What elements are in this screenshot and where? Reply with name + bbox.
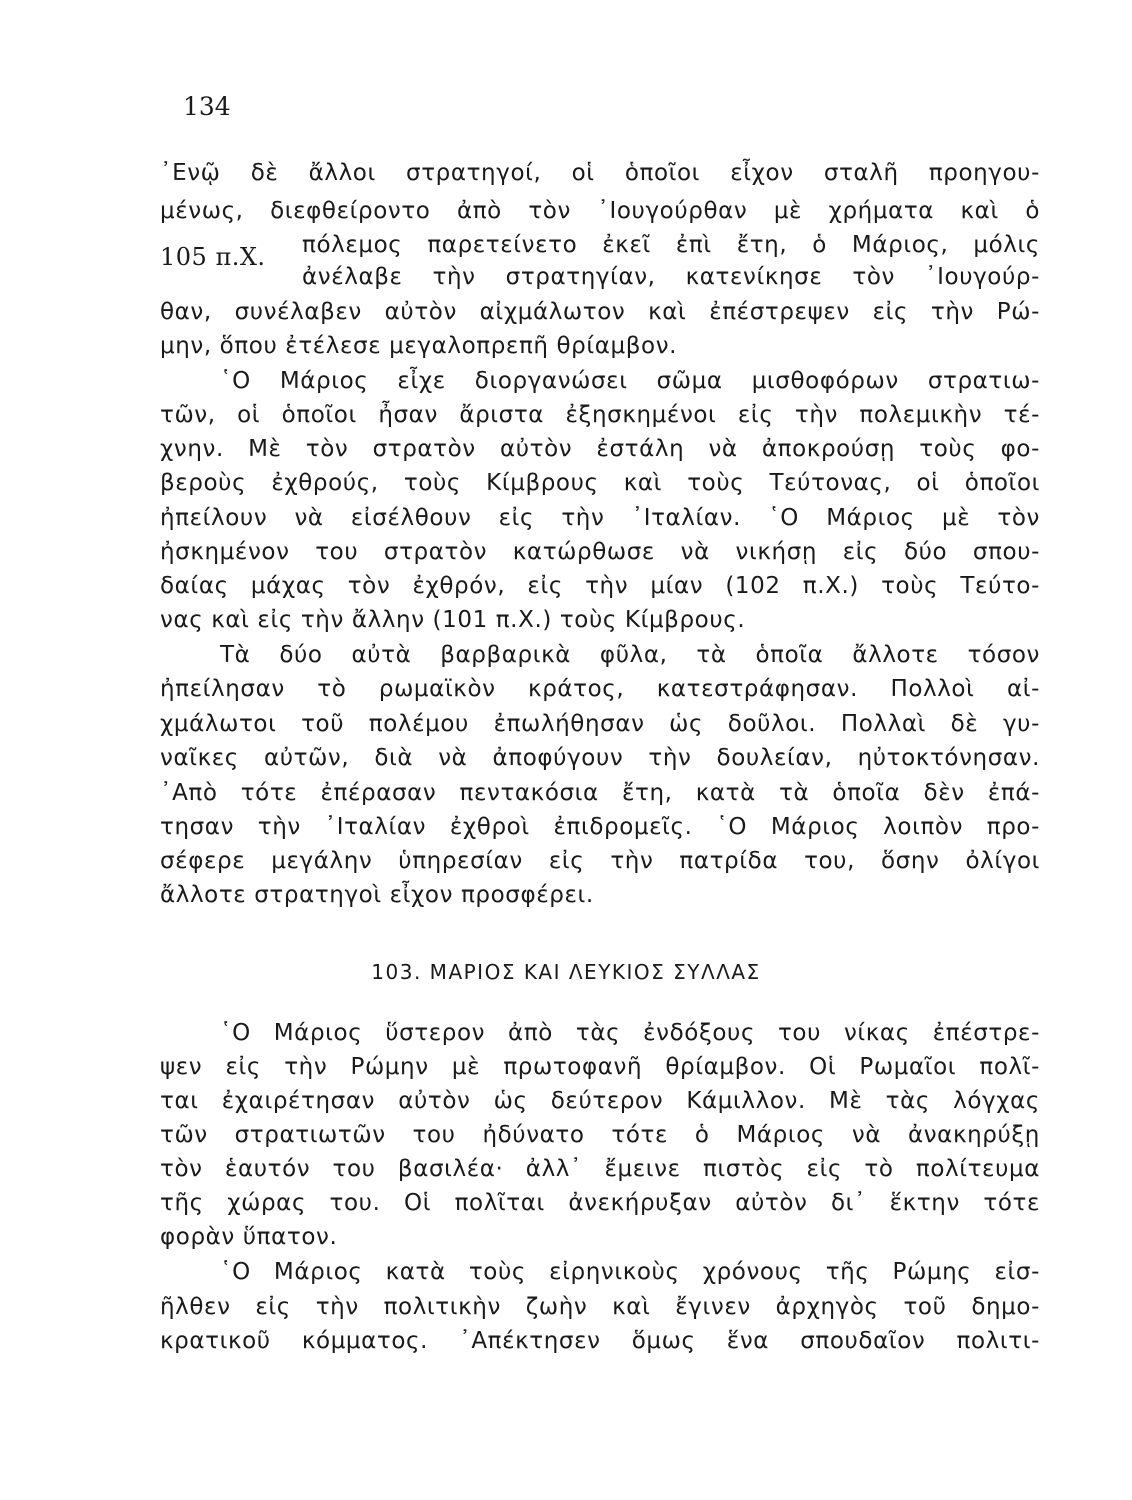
text-line: φορὰν ὕπατον. bbox=[160, 1224, 338, 1250]
text-line: ψεν εἰς τὴν Ρώμην μὲ πρωτοφανῆ θρίαμβον. Οἱ Ρωμαῖοι πολῖ- bbox=[160, 1054, 1040, 1080]
margin-date-note: 105 π.Χ. bbox=[160, 243, 266, 271]
text-line: ῆλθεν εἰς τὴν πολιτικὴν ζωὴν καὶ ἔγινεν ἀρχηγὸς τοῦ δημο- bbox=[160, 1294, 1040, 1320]
text-line: μην, ὅπου ἐτέλεσε μεγαλοπρεπῆ θρίαμβον. bbox=[160, 333, 678, 359]
text-line: σέφερε μεγάλην ὑπηρεσίαν εἰς τὴν πατρίδα του, ὅσην ὀλίγοι bbox=[160, 848, 1040, 874]
text-line: τῶν, οἱ ὁποῖοι ἦσαν ἄριστα ἐξησκημένοι εἰς τὴν πολεμικὴν τέ- bbox=[160, 402, 1040, 428]
text-line: Τὰ δύο αὐτὰ βαρβαρικὰ φῦλα, τὰ ὁποῖα ἄλλοτε τόσον bbox=[220, 642, 1040, 668]
text-line: ἀνέλαβε τὴν στρατηγίαν, κατενίκησε τὸν ᾿Ιουγούρ- bbox=[302, 264, 1040, 290]
text-line: ἠπείλησαν τὸ ρωμαϊκὸν κράτος, κατεστράφησαν. Πολλοὶ αἰ- bbox=[160, 676, 1040, 702]
text-line: ναῖκες αὐτῶν, διὰ νὰ ἀποφύγουν τὴν δουλείαν, ηὐτοκτόνησαν. bbox=[160, 745, 1040, 771]
text-line: νας καὶ εἰς τὴν ἄλλην (101 π.Χ.) τοὺς Κίμβρους. bbox=[160, 607, 746, 633]
text-line: πόλεμος παρετείνετο ἐκεῖ ἐπὶ ἔτη, ὁ Μάριος, μόλις bbox=[302, 232, 1040, 258]
text-line: μένως, διεφθείροντο ἀπὸ τὸν ᾿Ιουγούρθαν μὲ χρήματα καὶ ὁ bbox=[160, 198, 1040, 224]
text-line: ται ἐχαιρέτησαν αὐτὸν ὡς δεύτερον Κάμιλλον. Μὲ τὰς λόγχας bbox=[160, 1088, 1040, 1114]
text-line: ἄλλοτε στρατηγοὶ εἶχον προσφέρει. bbox=[160, 882, 594, 908]
text-line: χμάλωτοι τοῦ πολέμου ἐπωλήθησαν ὡς δοῦλοι. Πολλαὶ δὲ γυ- bbox=[160, 711, 1040, 737]
text-line: κρατικοῦ κόμματος. ᾿Απέκτησεν ὅμως ἕνα σπουδαῖον πολιτι- bbox=[160, 1328, 1040, 1354]
text-line: θαν, συνέλαβεν αὐτὸν αἰχμάλωτον καὶ ἐπέστρεψεν εἰς τὴν Ρώ- bbox=[160, 299, 1040, 325]
text-line: δαίας μάχας τὸν ἐχθρόν, εἰς τὴν μίαν (102 π.Χ.) τοὺς Τεύτο- bbox=[160, 573, 1040, 599]
text-line: ᾿Απὸ τότε ἐπέρασαν πεντακόσια ἔτη, κατὰ τὰ ὁποῖα δὲν ἐπά- bbox=[160, 780, 1040, 806]
text-line: τησαν τὴν ᾿Ιταλίαν ἐχθροὶ ἐπιδρομεῖς. ῾Ο Μάριος λοιπὸν προ- bbox=[160, 814, 1040, 840]
section-heading: 103. ΜΑΡΙΟΣ ΚΑΙ ΛΕΥΚΙΟΣ ΣΥΛΛΑΣ bbox=[371, 960, 761, 984]
text-line: τῆς χώρας του. Οἱ πολῖται ἀνεκήρυξαν αὐτὸν δι᾿ ἕκτην τότε bbox=[160, 1190, 1040, 1216]
text-line: τὸν ἑαυτόν του βασιλέα· ἀλλ᾿ ἔμεινε πιστὸς εἰς τὸ πολίτευμα bbox=[160, 1156, 1040, 1182]
page-number: 134 bbox=[183, 92, 231, 121]
text-line: βεροὺς ἐχθρούς, τοὺς Κίμβρους καὶ τοὺς Τεύτονας, οἱ ὁποῖοι bbox=[160, 470, 1040, 496]
text-line: ῾Ο Μάριος ὕστερον ἀπὸ τὰς ἐνδόξους του νίκας ἐπέστρε- bbox=[220, 1020, 1040, 1046]
text-line: τῶν στρατιωτῶν του ἠδύνατο τότε ὁ Μάριος νὰ ἀνακηρύξῃ bbox=[160, 1122, 1040, 1148]
text-line: ῾Ο Μάριος κατὰ τοὺς εἰρηνικοὺς χρόνους τῆς Ρώμης εἰσ- bbox=[220, 1259, 1040, 1285]
text-line: ᾿Ενῷ δὲ ἄλλοι στρατηγοί, οἱ ὁποῖοι εἶχον σταλῆ προηγου- bbox=[160, 160, 1040, 186]
text-line: χνην. Μὲ τὸν στρατὸν αὐτὸν ἐστάλη νὰ ἀποκρούσῃ τοὺς φο- bbox=[160, 436, 1040, 462]
text-line: ἠσκημένον του στρατὸν κατώρθωσε νὰ νικήσῃ εἰς δύο σπου- bbox=[160, 539, 1040, 565]
text-line: ῾Ο Μάριος εἶχε διοργανώσει σῶμα μισθοφόρων στρατιω- bbox=[220, 368, 1040, 394]
text-line: ἠπείλουν νὰ εἰσέλθουν εἰς τὴν ᾿Ιταλίαν. ῾Ο Μάριος μὲ τὸν bbox=[160, 505, 1040, 531]
